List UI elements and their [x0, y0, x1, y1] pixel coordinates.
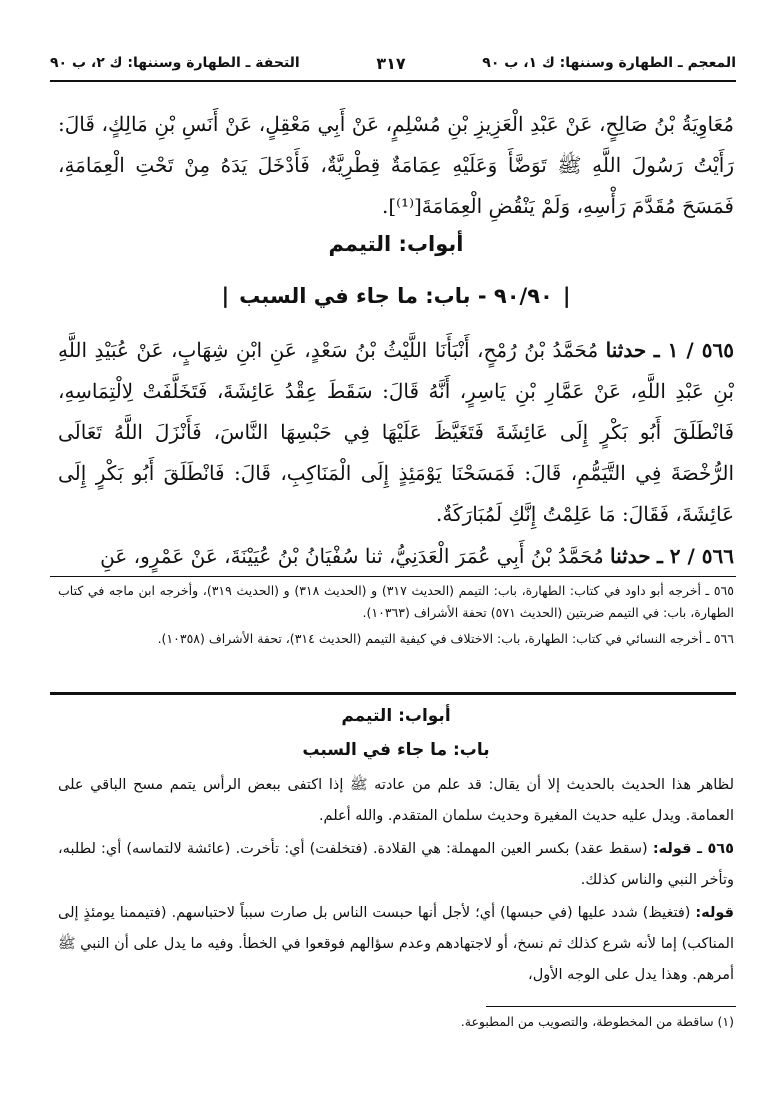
header-right: المعجم ـ الطهارة وسننها: ك ١، ب ٩٠: [482, 55, 736, 71]
section-heading: [58, 284, 734, 308]
hadith-text: مُحَمَّدُ بْنُ أَبِي عُمَرَ الْعَدَنِيُّ، ثنا سُفْيَانُ بْنُ عُيَيْنَةَ، عَنْ عَمْرٍو، عَنِ: [100, 544, 604, 568]
heading-bar-right: |: [562, 284, 571, 308]
continuation-text: مُعَاوِيَةُ بْنُ صَالِحٍ، عَنْ عَبْدِ الْعَزِيزِ بْنِ مُسْلِمٍ، عَنْ أَبِي مَعْقِلٍ، عَنْ أَنَسِ بْنِ مَالِكٍ، قَالَ: رَأَيْتُ رَسُولَ اللَّهِ ﷺ تَوَضَّأَ وَعَلَيْهِ عِمَامَةٌ قِطْرِيَّةٌ، فَأَدْخَلَ يَدَهُ مِنْ تَحْتِ الْعِمَامَةِ، فَمَسَحَ مُقَدَّمَ رَأْسِهِ، وَلَمْ يَنْقُضِ الْعِمَامَةَ[⁽¹⁾].: [58, 112, 734, 218]
commentary-paragraph-3: [58, 898, 734, 991]
running-header: [50, 52, 736, 74]
commentary-section-heading: باب: ما جاء في السبب: [302, 740, 490, 760]
heading-bar-left: |: [221, 284, 230, 308]
header-left: التحفة ـ الطهارة وسننها: ك ٢، ب ٩٠: [50, 55, 300, 71]
takhrij-footnote-565: ٥٦٥ ـ أخرجه أبو داود في كتاب: الطهارة، باب: التيمم (الحديث ٣١٧) و (الحديث ٣١٨) و (الحديث ٣١٩)، وأخرجه ابن ماجه في كتاب الطهارة، باب: في التيمم ضربتين (الحديث ٥٧١) تحفة الأشراف (١٠٣٦٣).: [58, 583, 734, 620]
takhrij-footnote-566: ٥٦٦ ـ أخرجه النسائي في كتاب: الطهارة، باب: الاختلاف في كيفية التيمم (الحديث ٣١٤)، تحفة الأشراف (١٠٣٥٨).: [157, 631, 734, 646]
chapter-heading: أبواب: التيمم: [328, 232, 464, 256]
haddathana: حدثنا: [605, 338, 647, 362]
commentary-text: (فتغيظ) شدد عليها (في حبسها) أي؛ لأجل أنها حبست الناس بل صارت سبباً لاحتباسهم. (فتيممنا يومئذٍ إلى المناكب) إما لأنه شرع كذلك ثم نسخ، أو لاجتهادهم وعدم سؤالهم فوقعوا في الخطأ. وفيه ما يدل على أن النبي ﷺ أمرهم. وهذا يدل على الوجه الأول،: [58, 905, 734, 983]
hadith-number: ٥٦٥ / ١ ـ: [653, 338, 735, 362]
hadith-text: مُحَمَّدُ بْنُ رُمْحٍ، أَنْبَأَنَا اللَّيْثُ بْنُ سَعْدٍ، عَنِ ابْنِ شِهَابٍ، عَنْ عُبَيْدِ اللَّهِ بْنِ عَبْدِ اللَّهِ، عَنْ عَمَّارِ بْنِ يَاسِرٍ، أَنَّهُ قَالَ: سَقَطَ عِقْدُ عَائِشَةَ، فَتَخَلَّفَتْ لِالْتِمَاسِهِ، فَانْطَلَقَ أَبُو بَكْرٍ إِلَى عَائِشَةَ فَتَغَيَّظَ عَلَيْهَا فِي حَبْسِهَا النَّاسَ، فَأَنْزَلَ اللَّهُ تَعَالَى الرُّخْصَةَ فِي التَّيَمُّمِ، قَالَ: فَمَسَحْنَا يَوْمَئِذٍ إِلَى الْمَنَاكِبِ، قَالَ: فَانْطَلَقَ أَبُو بَكْرٍ إِلَى عَائِشَةَ، فَقَالَ: مَا عَلِمْتُ إِنَّكِ لَمُبَارَكَةٌ.: [58, 338, 734, 526]
hadith-565: [58, 330, 734, 535]
commentary-paragraph-1: لظاهر هذا الحديث بالحديث إلا أن يقال: قد علم من عادته ﷺ إذا اكتفى ببعض الرأس يتمم مسح الباقي على العمامة. ويدل عليه حديث المغيرة وحديث سلمان المتقدم. والله أعلم.: [58, 777, 734, 824]
commentary-chapter-heading: أبواب: التيمم: [341, 706, 451, 726]
bottom-footnote: (١) ساقطة من المخطوطة، والتصويب من المطبوعة.: [460, 1014, 734, 1029]
commentary-text: (سقط عقد) بكسر العين المهملة: هي القلادة. (فتخلفت) أي: تأخرت. (عائشة لالتماسه) أي: لطلبه، وتأخر النبي والناس كذلك.: [58, 841, 734, 888]
commentary-paragraph-2: [58, 834, 734, 896]
commentary-label: ٥٦٥ ـ قوله:: [652, 841, 735, 857]
footnote-rule: [50, 576, 736, 577]
commentary-separator: [50, 692, 736, 695]
hadith-number: ٥٦٦ / ٢ ـ: [656, 544, 734, 568]
haddathana: حدثنا: [610, 544, 651, 568]
section-heading-text: ٩٠/٩٠ - باب: ما جاء في السبب: [239, 284, 553, 308]
header-rule: [50, 80, 736, 82]
hadith-566: [58, 536, 734, 577]
bottom-footnote-rule: [486, 1006, 736, 1007]
page-number: ٣١٧: [376, 53, 406, 73]
commentary-label: قوله:: [695, 905, 734, 921]
